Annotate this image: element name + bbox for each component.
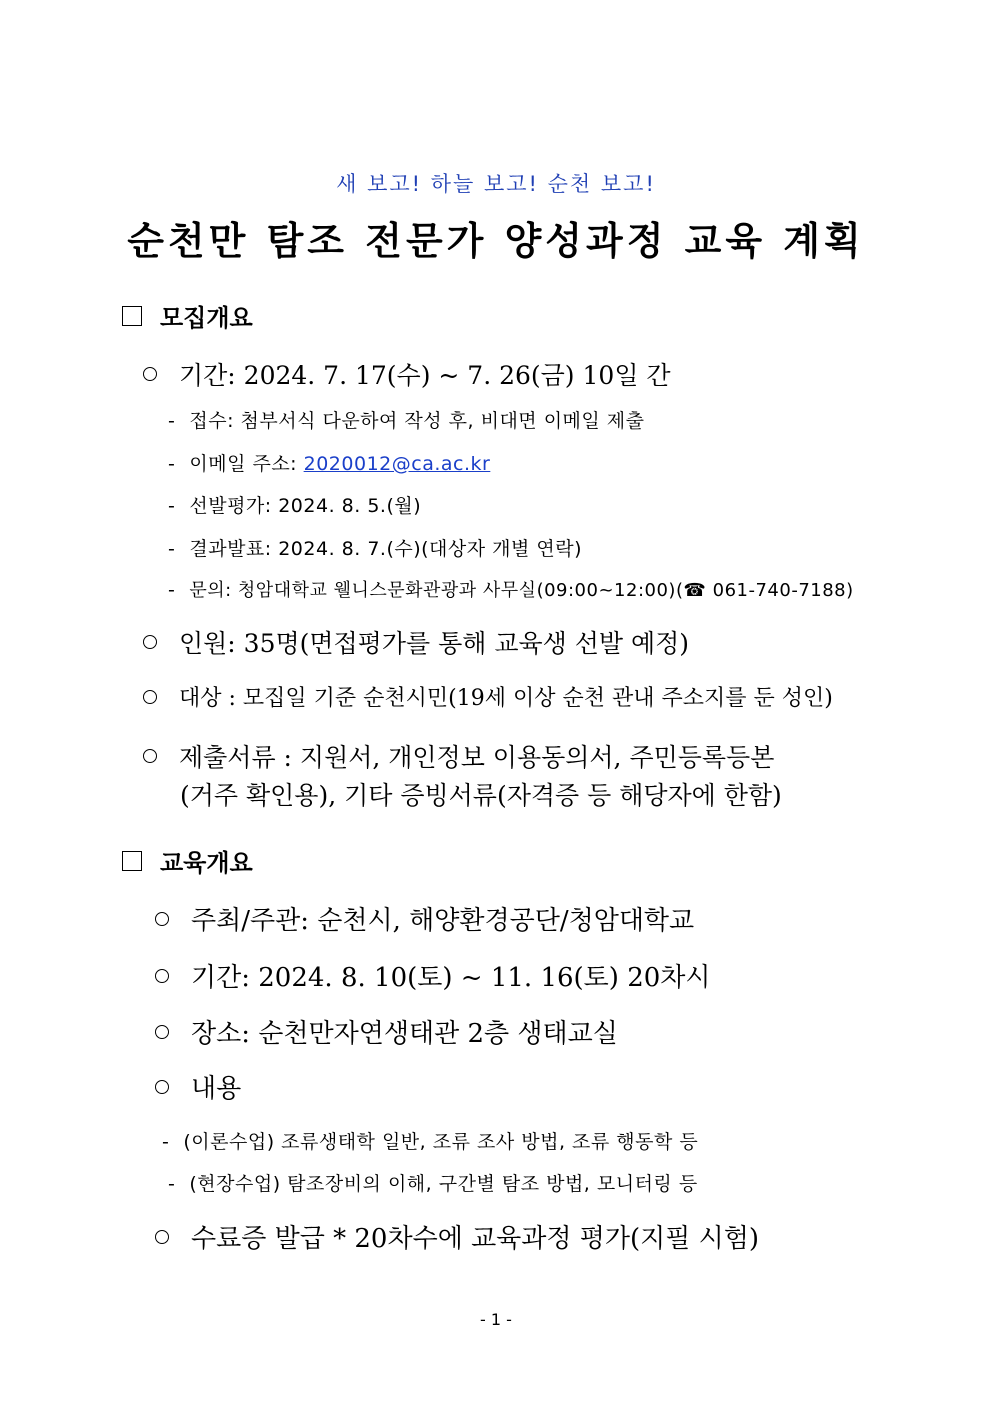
selection-text: 선발평가: 2024. 8. 5.(월) <box>189 495 422 517</box>
target-text: 대상 : 모집일 기준 순천시민(19세 이상 순천 관내 주소지를 둔 성인) <box>179 686 833 711</box>
email-link[interactable]: 2020012@ca.ac.kr <box>303 453 491 475</box>
inquiry-text: 문의: 청암대학교 웰니스문화관광과 사무실(09:00~12:00)( <box>189 580 684 601</box>
education-period-text: 기간: 2024. 8. 10(토) ~ 11. 16(토) 20차시 <box>191 963 711 993</box>
document-subtitle: 새 보고! 하늘 보고! 순천 보고! <box>336 172 656 196</box>
email-label: 이메일 주소: <box>189 453 304 475</box>
content-label: 내용 <box>191 1074 242 1104</box>
page-number: - 1 - <box>480 1310 512 1329</box>
section-heading-label: 교육개요 <box>160 849 253 877</box>
content-item-field: - (현장수업) 탐조장비의 이해, 구간별 탐조 방법, 모니터링 등 <box>168 1173 698 1195</box>
circle-bullet-icon <box>155 1230 169 1244</box>
circle-bullet-icon <box>143 690 157 704</box>
section-heading-recruitment <box>122 298 253 333</box>
recruitment-period <box>143 356 671 392</box>
venue-text: 장소: 순천만자연생태관 2층 생태교실 <box>191 1019 618 1049</box>
circle-bullet-icon <box>155 912 169 926</box>
host-text: 주최/주관: 순천시, 해양환경공단/청암대학교 <box>191 906 695 936</box>
phone-icon: ☎ <box>683 580 707 601</box>
submission-info: - 접수: 첨부서식 다운하여 작성 후, 비대면 이메일 제출 <box>168 410 645 432</box>
submission-text: 접수: 첨부서식 다운하여 작성 후, 비대면 이메일 제출 <box>189 410 645 432</box>
recruitment-headcount <box>143 624 689 660</box>
content-item-text: (현장수업) 탐조장비의 이해, 구간별 탐조 방법, 모니터링 등 <box>189 1173 698 1195</box>
section-heading-education <box>122 843 253 878</box>
documents-text-line1: 제출서류 : 지원서, 개인정보 이용동의서, 주민등록등본 <box>179 743 775 772</box>
certificate-text: 수료증 발급 * 20차수에 교육과정 평가(지필 시험) <box>191 1224 760 1254</box>
email-info: - 이메일 주소: 2020012@ca.ac.kr <box>168 453 491 475</box>
checkbox-square-icon <box>122 851 142 871</box>
recruitment-target <box>143 681 833 712</box>
recruitment-period-text: 기간: 2024. 7. 17(수) ~ 7. 26(금) 10일 간 <box>179 361 671 390</box>
education-period <box>155 957 711 994</box>
circle-bullet-icon <box>155 1080 169 1094</box>
circle-bullet-icon <box>155 969 169 983</box>
results-text: 결과발표: 2024. 8. 7.(수)(대상자 개별 연락) <box>189 538 583 560</box>
results-info: - 결과발표: 2024. 8. 7.(수)(대상자 개별 연락) <box>168 538 583 560</box>
content-item-theory: - (이론수업) 조류생태학 일반, 조류 조사 방법, 조류 행동학 등 <box>162 1131 699 1153</box>
inquiry-info: - 문의: 청암대학교 웰니스문화관광과 사무실(09:00~12:00)(☎ 061-740-7188) <box>168 579 854 601</box>
document-title: 순천만 탐조 전문가 양성과정 교육 계획 <box>127 219 865 263</box>
phone-number: 061-740-7188) <box>706 580 854 601</box>
education-venue <box>155 1013 618 1050</box>
circle-bullet-icon <box>155 1025 169 1039</box>
headcount-text: 인원: 35명(면접평가를 통해 교육생 선발 예정) <box>179 629 690 658</box>
circle-bullet-icon <box>143 367 157 381</box>
checkbox-square-icon <box>122 306 142 326</box>
education-host <box>155 900 694 937</box>
selection-info: - 선발평가: 2024. 8. 5.(월) <box>168 495 422 517</box>
education-certificate <box>155 1218 759 1255</box>
circle-bullet-icon <box>143 635 157 649</box>
circle-bullet-icon <box>143 749 157 763</box>
section-heading-label: 모집개요 <box>160 304 253 332</box>
education-content <box>155 1068 241 1105</box>
content-item-text: (이론수업) 조류생태학 일반, 조류 조사 방법, 조류 행동학 등 <box>183 1131 699 1153</box>
recruitment-documents <box>143 738 774 774</box>
documents-text-line2: (거주 확인용), 기타 증빙서류(자격증 등 해당자에 한함) <box>180 781 782 810</box>
